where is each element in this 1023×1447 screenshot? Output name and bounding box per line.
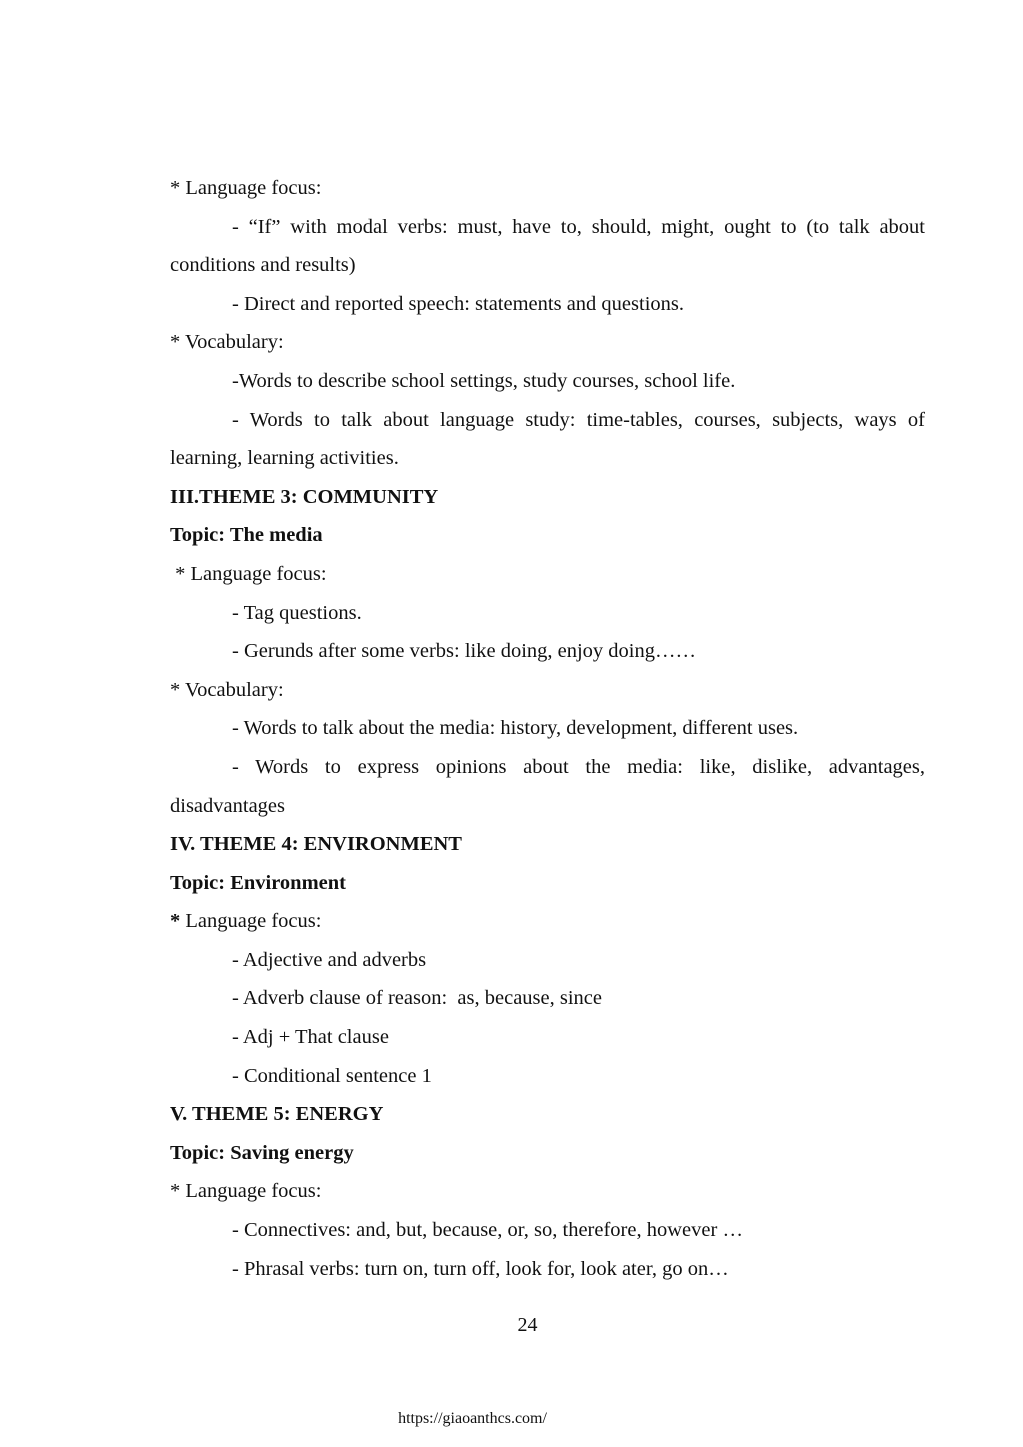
list-item: - Words to talk about the media: history, development, different uses. (232, 717, 799, 740)
list-item-continuation: conditions and results) (170, 254, 356, 277)
page-number: 24 (517, 1314, 538, 1336)
topic-heading: Topic: Environment (170, 871, 346, 894)
list-item: - Direct and reported speech: statements and questions. (232, 292, 684, 315)
language-focus-heading: * Language focus: (170, 177, 322, 199)
topic-heading: Topic: Saving energy (170, 1141, 354, 1164)
language-focus-heading: * Language focus: (170, 562, 327, 585)
list-item: - Gerunds after some verbs: like doing, enjoy doing…… (232, 640, 697, 663)
list-item: - Adjective and adverbs (232, 948, 427, 971)
list-item: -Words to describe school settings, study courses, school life. (232, 369, 736, 392)
theme-heading: IV. THEME 4: ENVIRONMENT (170, 833, 462, 856)
list-item: - Adverb clause of reason: as, because, since (232, 987, 602, 1010)
language-focus-heading (170, 902, 925, 941)
theme-heading: V. THEME 5: ENERGY (170, 1103, 384, 1126)
list-item: - Adj + That clause (232, 1026, 389, 1049)
list-item-continuation: disadvantages (170, 794, 285, 817)
vocabulary-heading: * Vocabulary: (170, 331, 284, 354)
list-item: - Conditional sentence 1 (232, 1064, 432, 1087)
list-item-continuation: learning, learning activities. (170, 447, 399, 470)
language-focus-heading: * Language focus: (170, 1180, 322, 1203)
document-body (170, 169, 925, 1288)
list-item: - Connectives: and, but, because, or, so, therefore, however … (232, 1219, 743, 1242)
bullet-star: * (170, 910, 181, 933)
list-item: - “If” with modal verbs: must, have to, should, might, ought to (to talk about (232, 215, 925, 238)
footer-url[interactable]: https://giaoanthcs.com/ (398, 1410, 547, 1427)
list-item: - Tag questions. (232, 601, 362, 624)
language-focus-label: Language focus: (180, 910, 322, 933)
topic-heading: Topic: The media (170, 524, 323, 547)
list-item: - Words to express opinions about the media: like, dislike, advantages, (232, 755, 925, 778)
list-item: - Words to talk about language study: time-tables, courses, subjects, ways of (232, 408, 925, 431)
list-item: - Phrasal verbs: turn on, turn off, look for, look ater, go on… (232, 1257, 729, 1280)
vocabulary-heading: * Vocabulary: (170, 678, 284, 701)
theme-heading: III.THEME 3: COMMUNITY (170, 485, 439, 508)
